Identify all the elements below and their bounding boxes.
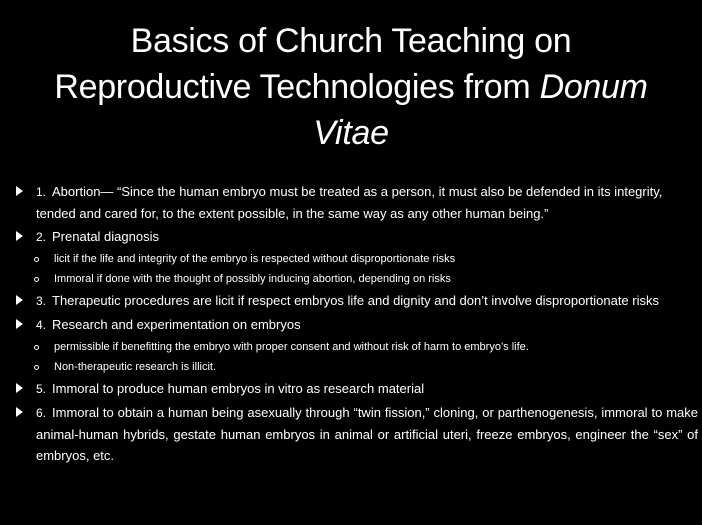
list-item	[14, 402, 698, 466]
sub-item-text: Non-therapeutic research is illicit.	[54, 361, 217, 373]
sub-item	[14, 358, 698, 377]
sub-item	[14, 250, 698, 269]
ring-bullet-icon	[34, 365, 39, 370]
sub-item-text: licit if the life and integrity of the embryo is respected without disproportionate risks	[54, 253, 456, 265]
slide-title	[0, 18, 702, 156]
title-italic-vitae: Vitae	[313, 114, 389, 152]
title-italic-donum: Donum	[539, 68, 648, 106]
sub-item	[14, 270, 698, 289]
title-line-3	[0, 110, 702, 156]
sub-item	[14, 338, 698, 357]
sub-item-text: Immoral if done with the thought of possibly inducing abortion, depending on risks	[54, 273, 451, 285]
title-line-2	[0, 64, 702, 110]
item-number: 5.	[36, 382, 47, 396]
bullet-arrow-icon	[16, 295, 23, 305]
bullet-arrow-icon	[16, 186, 23, 196]
title-line-2-text: Reproductive Technologies from	[54, 68, 540, 106]
title-line-1: Basics of Church Teaching on	[130, 22, 572, 60]
item-text: Research and experimentation on embryos	[52, 317, 301, 332]
bullet-arrow-icon	[16, 407, 23, 417]
list-item	[14, 226, 698, 248]
list-item	[14, 181, 698, 224]
item-text: Prenatal diagnosis	[52, 229, 159, 244]
item-text: Immoral to obtain a human being asexually through “twin fission,” cloning, or parthenogenesis, immoral to make animal-human hybrids, gestate human embryos in animal or artificial uteri, freeze embryos, engineer the “sex” of embryos, etc.	[36, 405, 698, 463]
bullet-arrow-icon	[16, 319, 23, 329]
sub-item-text: permissible if benefitting the embryo with proper consent and without risk of harm to embryo’s life.	[54, 341, 529, 353]
item-number: 6.	[36, 406, 47, 420]
bullet-list	[14, 181, 698, 468]
bullet-arrow-icon	[16, 383, 23, 393]
list-item	[14, 290, 698, 312]
list-item	[14, 314, 698, 336]
item-number: 3.	[36, 294, 47, 308]
item-number: 1.	[36, 185, 47, 199]
bullet-arrow-icon	[16, 231, 23, 241]
ring-bullet-icon	[34, 257, 39, 262]
ring-bullet-icon	[34, 345, 39, 350]
item-text: Therapeutic procedures are licit if respect embryos life and dignity and don’t involve disproportionate risks	[52, 293, 659, 308]
item-text: Abortion— “Since the human embryo must be treated as a person, it must also be defended in its integrity, tended and cared for, to the extent possible, in the same way as any other human being.”	[36, 184, 663, 221]
list-item	[14, 378, 698, 400]
item-text: Immoral to produce human embryos in vitro as research material	[52, 381, 425, 396]
ring-bullet-icon	[34, 277, 39, 282]
item-number: 2.	[36, 230, 47, 244]
item-number: 4.	[36, 318, 47, 332]
